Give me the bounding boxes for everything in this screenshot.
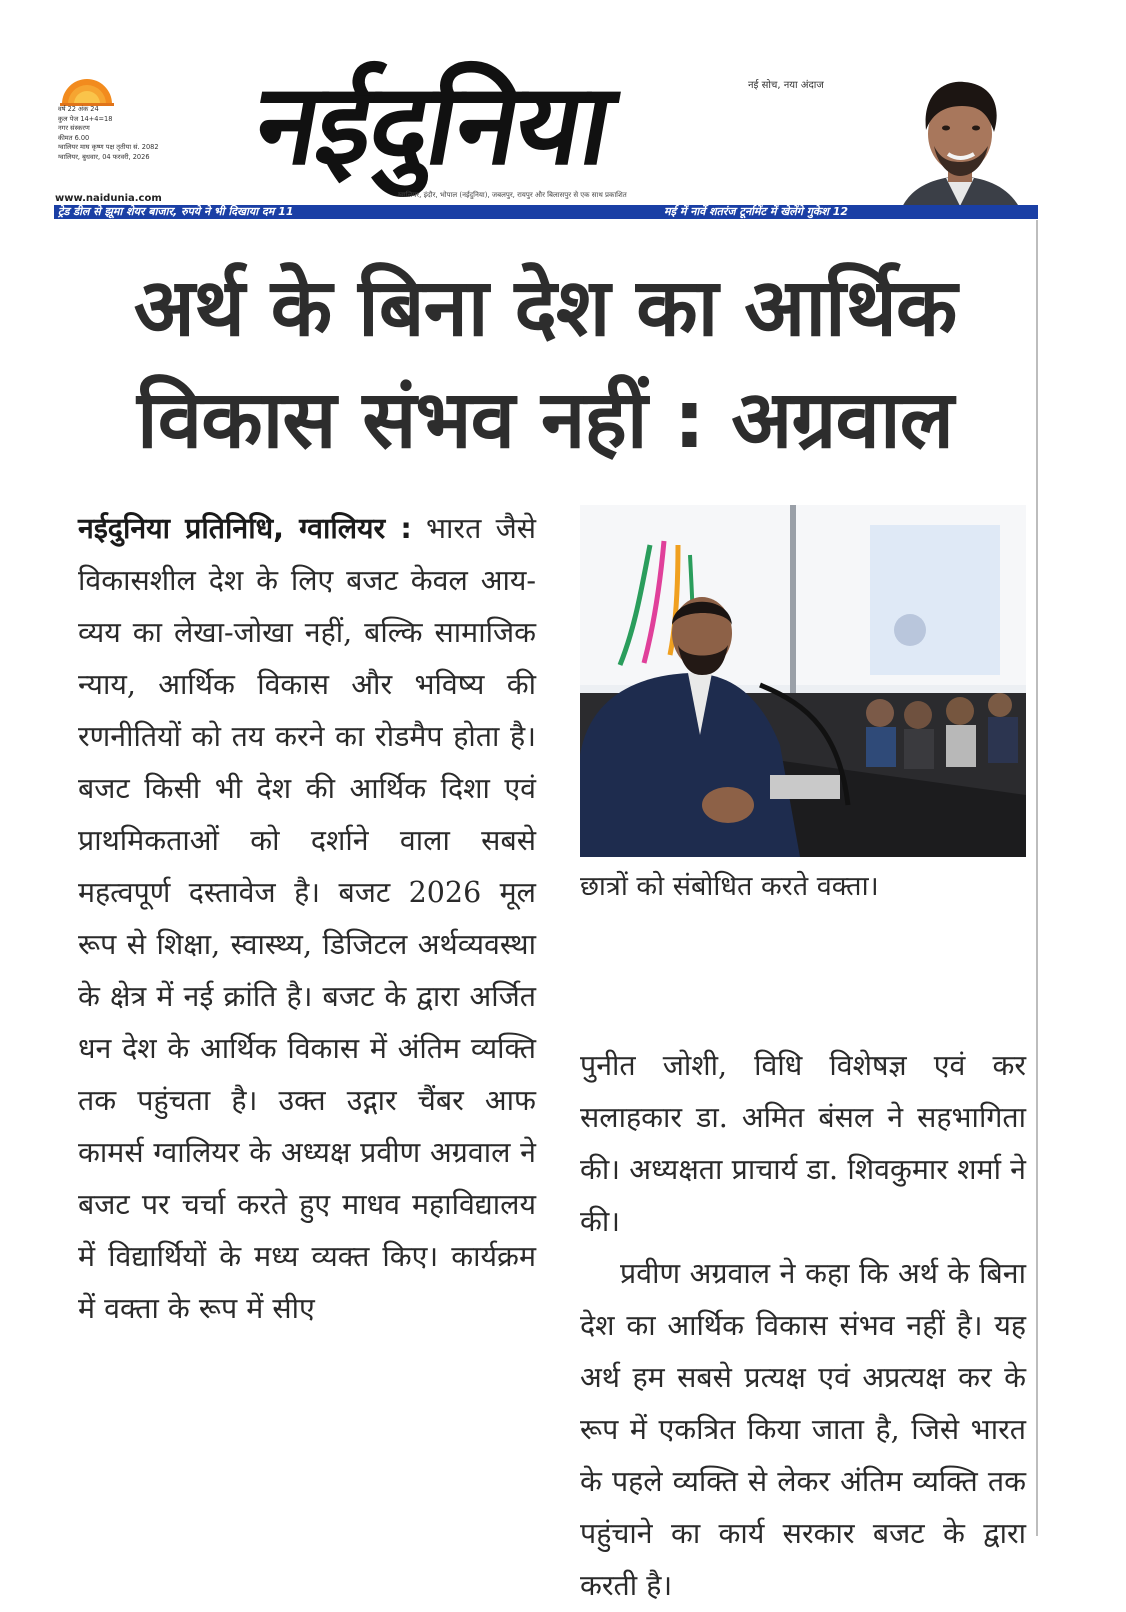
photo-caption: छात्रों को संबोधित करते वक्ता। <box>580 871 879 902</box>
teaser-left-link[interactable]: ट्रेड डील से झूमा शेयर बाजार, रुपये ने भी दिखाया दम 11 <box>58 205 294 218</box>
teaser-right-link[interactable]: मई में नार्वे शतरंज टूर्नामेंट में खेलेंगे गुकेश 12 <box>664 205 848 218</box>
headline-line-2: विकास संभव नहीं : अग्रवाल <box>137 373 953 466</box>
website-link[interactable]: www.naidunia.com <box>55 193 162 204</box>
article-column-left <box>78 503 536 1335</box>
teaser-strip <box>54 205 1038 219</box>
column-divider <box>1036 220 1038 1536</box>
article-column-right <box>580 1040 1026 1612</box>
article-paragraph: प्रवीण अग्रवाल ने कहा कि अर्थ के बिना देश का आर्थिक विकास संभव नहीं है। यह अर्थ हम सबसे प्रत्यक्ष एवं अप्रत्यक्ष कर के रूप में एकत्रित किया जाता है, जिसे भारत के पहले व्यक्ति से लेकर अंतिम व्यक्ति तक पहुंचाने का कार्य सरकार बजट के द्वारा करती है। <box>580 1257 1026 1602</box>
tagline: नई सोच, नया अंदाज <box>748 80 824 91</box>
headline <box>60 252 1030 476</box>
headline-line-1: अर्थ के बिना देश का आर्थिक <box>133 261 957 354</box>
editions-line: ग्वालियर, इंदौर, भोपाल (नईदुनिया), जबलपुर, रायपुर और बिलासपुर से एक साथ प्रकाशित <box>398 191 627 199</box>
sun-logo-icon <box>58 72 116 106</box>
article-text-col1: भारत जैसे विकासशील देश के लिए बजट केवल आय-व्यय का लेखा-जोखा नहीं, बल्कि सामाजिक न्याय, आर्थिक विकास और भविष्य की रणनीतियों को तय करने का रोडमैप होता है। बजट किसी भी देश की आर्थिक दिशा एवं प्राथमिकताओं को दर्शाने वाला सबसे महत्वपूर्ण दस्तावेज है। बजट 2026 मूल रूप से शिक्षा, स्वास्थ्य, डिजिटल अर्थव्यवस्था के क्षेत्र में नई क्रांति है। बजट के द्वारा अर्जित धन देश के आर्थिक विकास में अंतिम व्यक्ति तक पहुंचता है। उक्त उद्गार चैंबर आफ कामर्स ग्वालियर के अध्यक्ष प्रवीण अग्रवाल ने बजट पर चर्चा करते हुए माधव महाविद्यालय में विद्यार्थियों के मध्य व्यक्त किए। कार्यक्रम में वक्ता के रूप में सीए <box>78 512 536 1325</box>
byline: नईदुनिया प्रतिनिधि, ग्वालियर : <box>78 512 412 545</box>
edition-info: वर्ष 22 अंक 24 कुल पेज 14+4=18 नगर संस्करण कीमत 6.00 ग्वालियर माघ कृष्ण पक्ष तृतीया सं. 2082 ग्वालियर, बुधवार, 04 फरवरी, 2026 <box>58 105 159 161</box>
event-photo <box>580 505 1026 857</box>
article-paragraph: पुनीत जोशी, विधि विशेषज्ञ एवं कर सलाहकार डा. अमित बंसल ने सहभागिता की। अध्यक्षता प्राचार्य डा. शिवकुमार शर्मा ने की। <box>580 1049 1026 1238</box>
newspaper-logo: नईदुनिया <box>246 60 622 190</box>
chess-player-portrait-image <box>884 66 1036 218</box>
